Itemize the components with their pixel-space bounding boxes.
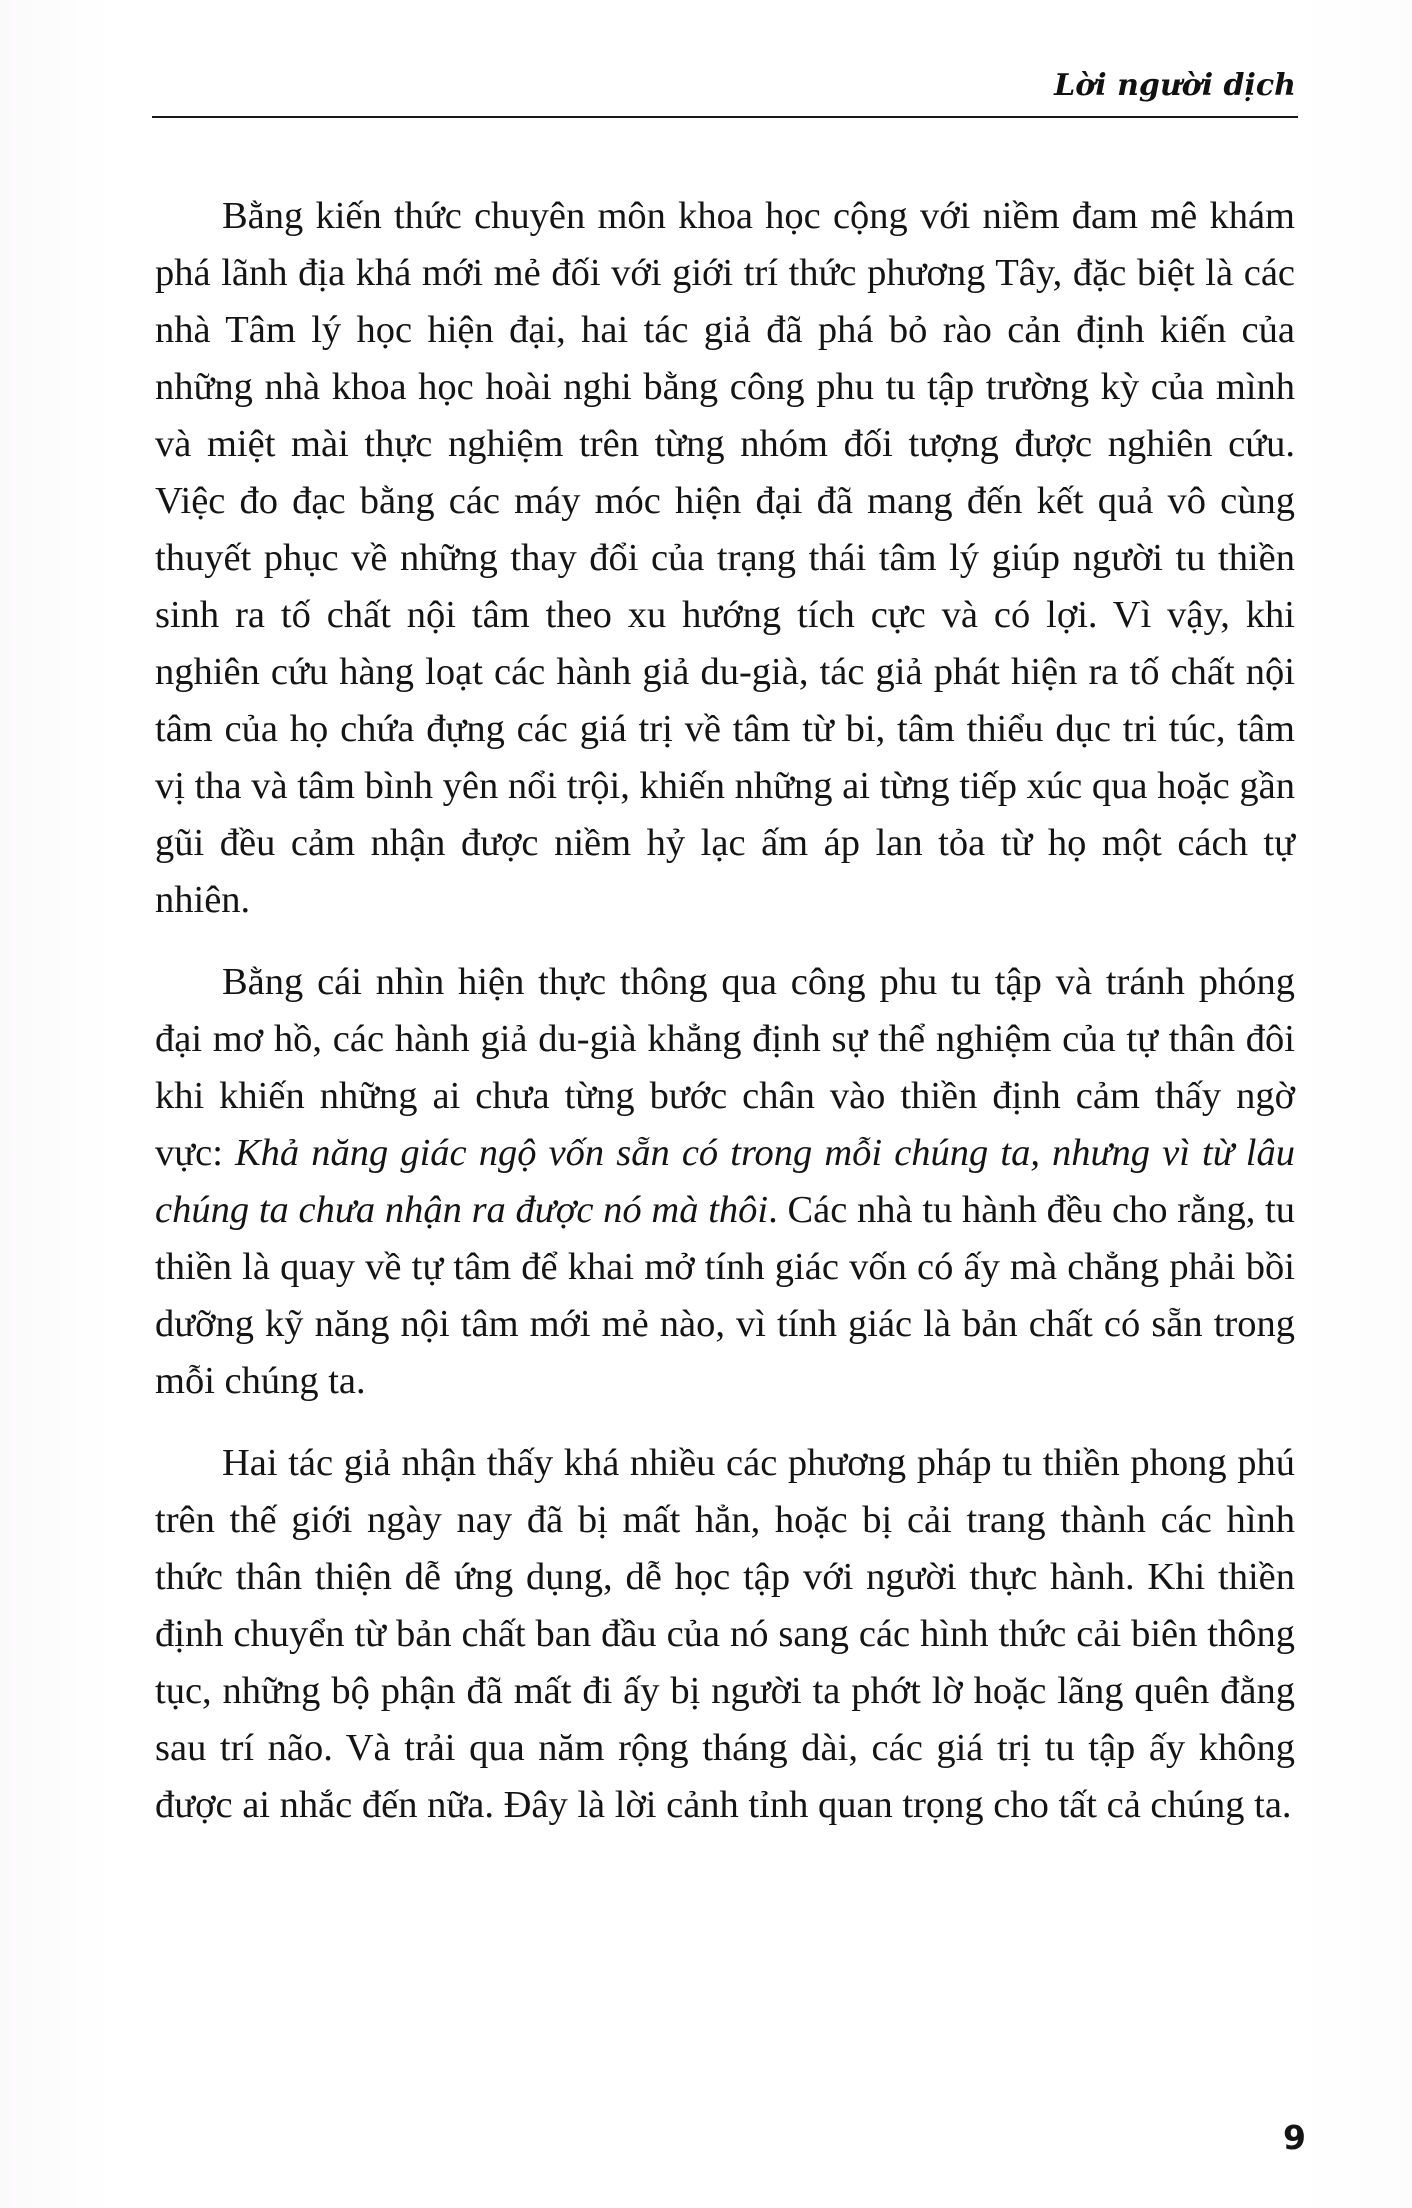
paragraph-3 — [155, 1435, 1295, 1834]
paragraph-1-text: Bằng kiến thức chuyên môn khoa học cộng với niềm đam mê khám phá lãnh địa khá mới mẻ đối với giới trí thức phương Tây, đặc biệt là các nhà Tâm lý học hiện đại, hai tác giả đã phá bỏ rào cản định kiến của những nhà khoa học hoài nghi bằng công phu tu tập trường kỳ của mình và miệt mài thực nghiệm trên từng nhóm đối tượng được nghiên cứu. Việc đo đạc bằng các máy móc hiện đại đã mang đến kết quả vô cùng thuyết phục về những thay đổi của trạng thái tâm lý giúp người tu thiền sinh ra tố chất nội tâm theo xu hướng tích cực và có lợi. Vì vậy, khi nghiên cứu hàng loạt các hành giả du-già, tác giả phát hiện ra tố chất nội tâm của họ chứa đựng các giá trị về tâm từ bi, tâm thiểu dục tri túc, tâm vị tha và tâm bình yên nổi trội, khiến những ai từng tiếp xúc qua hoặc gần gũi đều cảm nhận được niềm hỷ lạc ấm áp lan tỏa từ họ một cách tự nhiên. — [155, 195, 1295, 921]
paragraph-2-text-a: Bằng cái nhìn hiện thực thông qua công phu tu tập và tránh phóng đại mơ hồ, các hành giả du-già khẳng định sự thể nghiệm của tự thân đôi khi khiến những ai chưa từng bước chân vào thiền định cảm thấy ngờ vực: — [155, 961, 1295, 1174]
paragraph-2 — [155, 954, 1295, 1410]
paragraph-2-text-b: . Các nhà tu hành đều cho rằng, tu thiền là quay về tự tâm để khai mở tính giác vốn có ấy mà chẳng phải bồi dưỡng kỹ năng nội tâm mới mẻ nào, vì tính giác là bản chất có sẵn trong mỗi chúng ta. — [155, 1189, 1296, 1402]
page-number: 9 — [1283, 2118, 1306, 2157]
body-text — [155, 188, 1295, 1834]
paragraph-1 — [155, 188, 1295, 929]
paragraph-3-text: Hai tác giả nhận thấy khá nhiều các phương pháp tu thiền phong phú trên thế giới ngày nay đã bị mất hẳn, hoặc bị cải trang thành các hình thức thân thiện dễ ứng dụng, dễ học tập với người thực hành. Khi thiền định chuyển từ bản chất ban đầu của nó sang các hình thức cải biên thông tục, những bộ phận đã mất đi ấy bị người ta phớt lờ hoặc lãng quên đằng sau trí não. Và trải qua năm rộng tháng dài, các giá trị tu tập ấy không được ai nhắc đến nữa. Đây là lời cảnh tỉnh quan trọng cho tất cả chúng ta. — [155, 1442, 1295, 1826]
paragraph-2-italic-quote: Khả năng giác ngộ vốn sẵn có trong mỗi chúng ta, nhưng vì từ lâu chúng ta chưa nhận ra được nó mà thôi — [155, 1132, 1295, 1231]
running-header — [152, 62, 1298, 118]
running-header-title: Lời người dịch — [1054, 68, 1296, 103]
